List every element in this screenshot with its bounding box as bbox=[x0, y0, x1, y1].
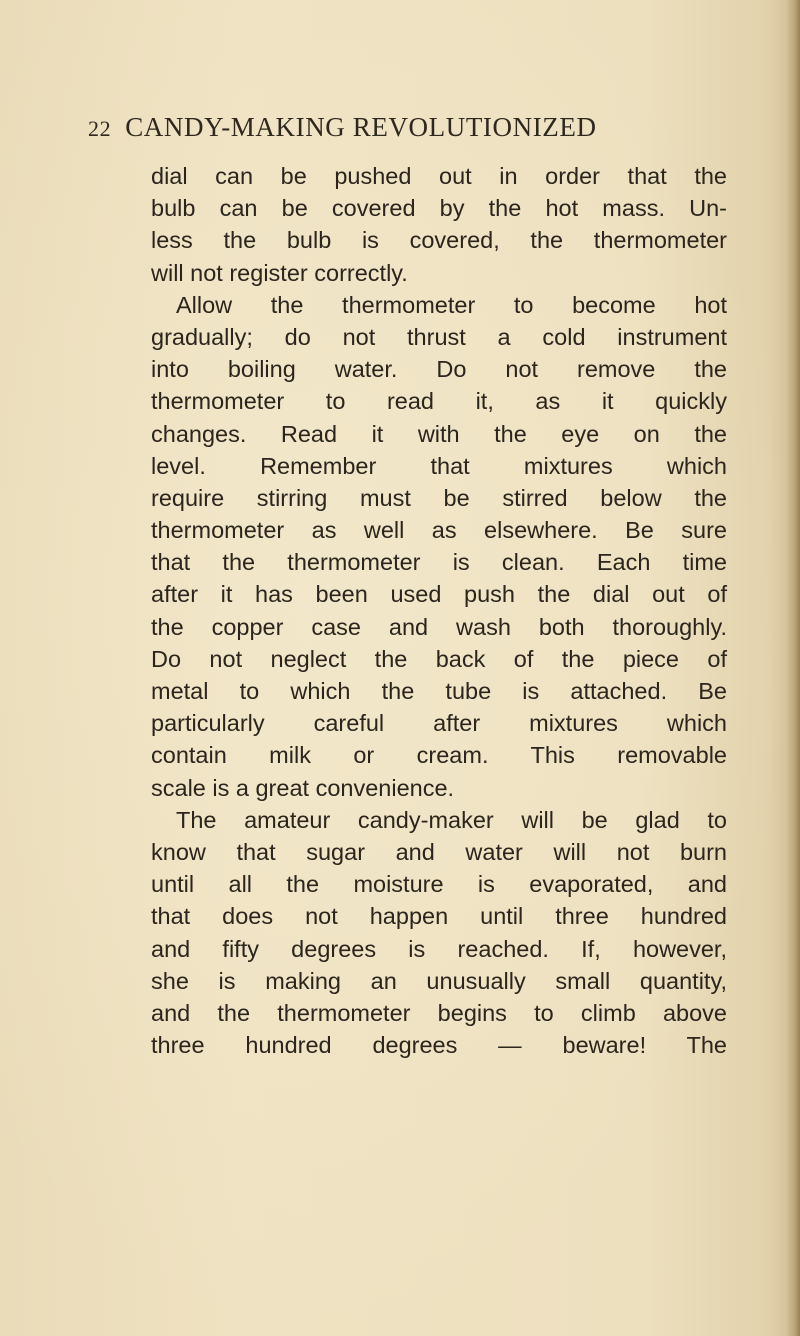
text-line: know that sugar and water will not burn bbox=[151, 838, 727, 865]
paragraph-first-line: Allow the thermometer to become hot bbox=[176, 291, 727, 318]
running-title: CANDY-MAKING REVOLUTIONIZED bbox=[125, 112, 597, 142]
text-line: and fifty degrees is reached. If, however, bbox=[151, 935, 727, 962]
text-line: that the thermometer is clean. Each time bbox=[151, 549, 727, 576]
body-text bbox=[151, 160, 727, 1061]
text-line: require stirring must be stirred below the bbox=[151, 484, 727, 511]
text-line: bulb can be covered by the hot mass. Un- bbox=[151, 195, 727, 222]
text-line: will not register correctly. bbox=[151, 259, 408, 286]
text-line: she is making an unusually small quantity, bbox=[151, 967, 727, 994]
running-head bbox=[88, 112, 728, 148]
text-line: three hundred degrees — beware! The bbox=[151, 1032, 727, 1059]
text-line: metal to which the tube is attached. Be bbox=[151, 678, 727, 704]
text-line: until all the moisture is evaporated, and bbox=[151, 871, 727, 898]
text-line: level. Remember that mixtures which bbox=[151, 452, 727, 479]
text-line: gradually; do not thrust a cold instrument bbox=[151, 323, 727, 350]
page-number: 22 bbox=[88, 116, 112, 141]
page-edge-shadow bbox=[786, 0, 800, 1336]
text-line: changes. Read it with the eye on the bbox=[151, 420, 727, 447]
text-line: Do not neglect the back of the piece of bbox=[151, 645, 727, 672]
text-line: less the bulb is covered, the thermometer bbox=[151, 227, 727, 254]
text-line: that does not happen until three hundred bbox=[151, 903, 727, 930]
text-line: thermometer as well as elsewhere. Be sure bbox=[151, 517, 727, 544]
text-line: dial can be pushed out in order that the bbox=[151, 163, 727, 189]
text-line: contain milk or cream. This removable bbox=[151, 742, 727, 769]
text-line: particularly careful after mixtures which bbox=[151, 710, 727, 737]
text-line: and the thermometer begins to climb above bbox=[151, 999, 727, 1026]
text-line: into boiling water. Do not remove the bbox=[151, 356, 727, 383]
text-line: thermometer to read it, as it quickly bbox=[151, 388, 727, 415]
text-line: the copper case and wash both thoroughly. bbox=[151, 613, 727, 640]
text-line: scale is a great convenience. bbox=[151, 774, 455, 801]
paragraph-first-line: The amateur candy-maker will be glad to bbox=[176, 806, 727, 833]
text-line: after it has been used push the dial out of bbox=[151, 581, 727, 608]
